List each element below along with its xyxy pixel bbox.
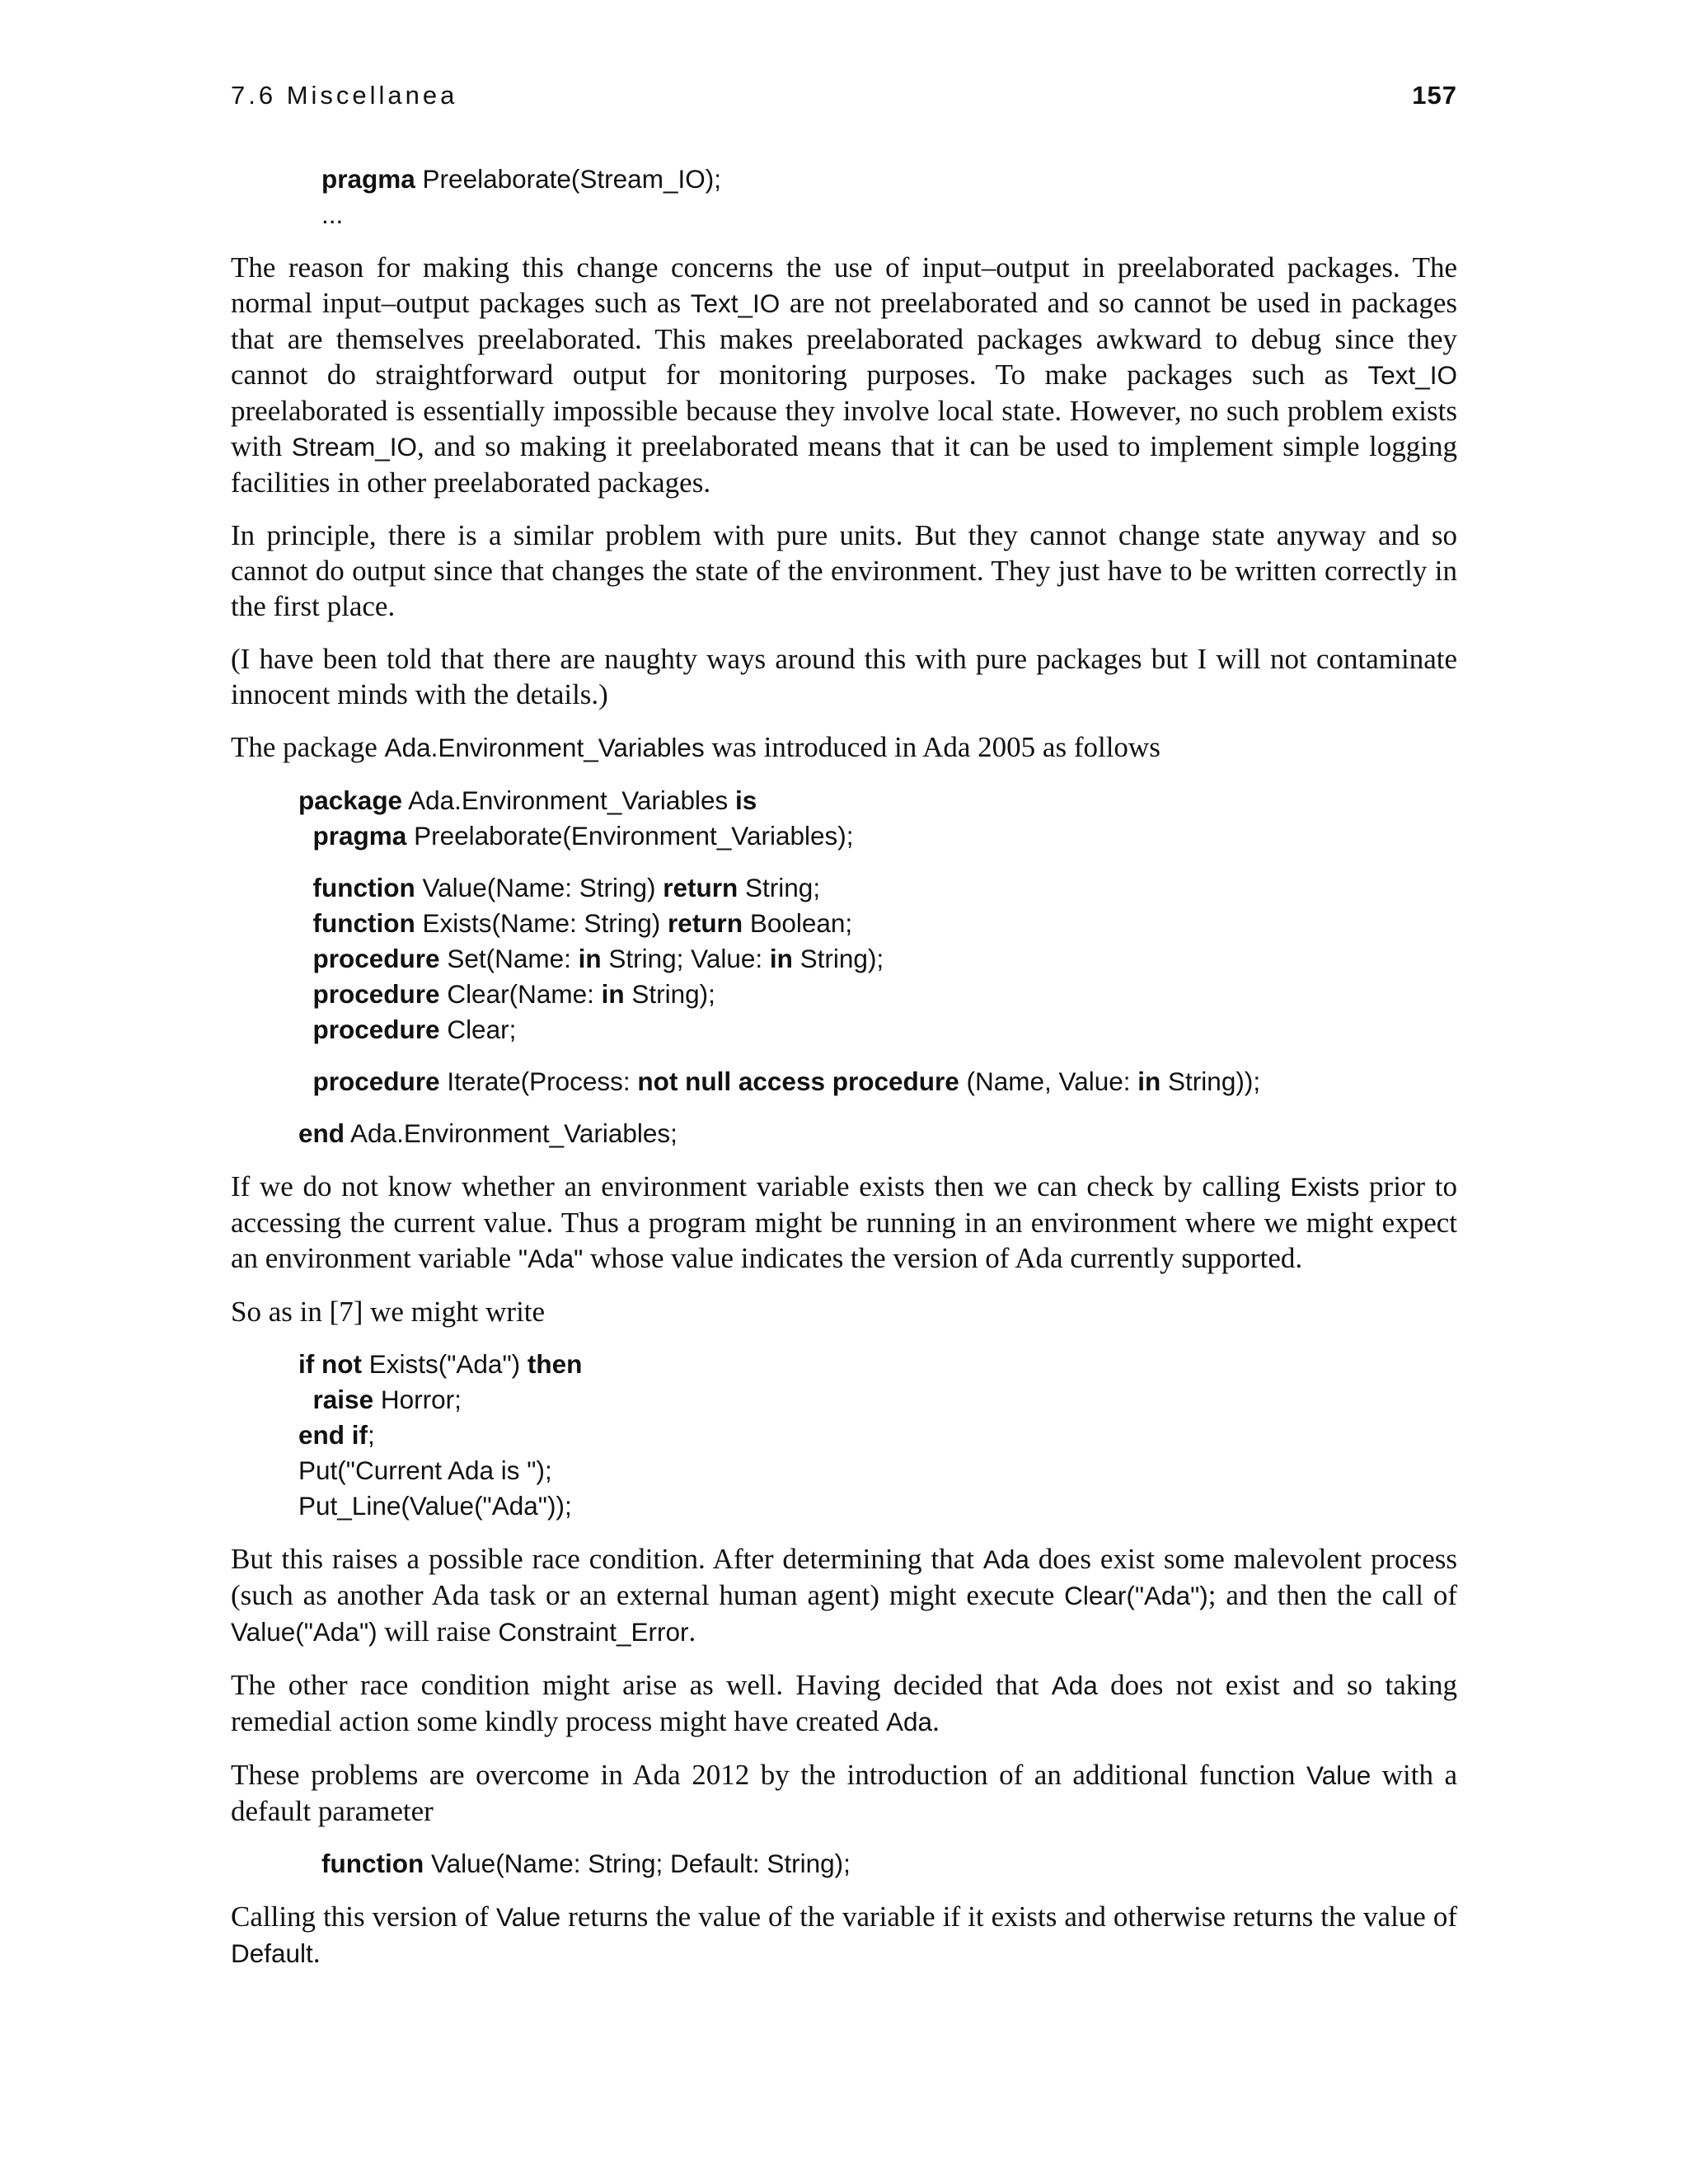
book-page — [231, 0, 1457, 2184]
paragraph-so-as-in: So as in [7] we might write — [231, 1296, 546, 1328]
running-header — [231, 81, 1457, 117]
text-run: . — [312, 1937, 321, 1969]
code-text: Ada.Environment_Variables; — [345, 1118, 678, 1148]
inline-code: Constraint_Error — [498, 1617, 689, 1647]
code-line — [298, 1012, 1457, 1047]
paragraph-race-condition — [231, 1541, 1457, 1650]
text-run: The reason for making this change concerns the use of input–output in preelaborated packages. The normal input–output packages such as — [231, 251, 1457, 319]
code-gap — [298, 1099, 1457, 1116]
code-text: String; Value: — [601, 944, 770, 973]
code-keyword: function — [321, 1849, 424, 1878]
code-text: String); — [624, 979, 715, 1009]
text-run: with a default parameter — [231, 1759, 1458, 1827]
paragraph-ada-2012 — [231, 1757, 1457, 1829]
paragraph-other-race — [231, 1667, 1457, 1740]
code-line — [298, 1347, 1457, 1382]
code-gap — [298, 1047, 1457, 1064]
code-line — [298, 906, 1457, 941]
code-line — [321, 162, 1457, 197]
paragraph-preelaboration — [231, 250, 1457, 500]
code-line — [298, 1064, 1457, 1099]
text-run: If we do not know whether an environment variable exists then we can check by calling — [231, 1170, 1291, 1202]
inline-code: Ada.Environment_Variables — [384, 733, 705, 762]
page-number: 157 — [1412, 81, 1457, 110]
paragraph-aside: (I have been told that there are naughty ways around this with pure packages but I will not contaminate innocent minds with the details.) — [231, 643, 1457, 710]
code-keyword: end if — [298, 1420, 368, 1450]
inline-code: Value("Ada") — [231, 1617, 377, 1647]
code-keyword: not null access procedure — [637, 1066, 959, 1096]
code-block-value-default — [231, 1846, 1457, 1882]
code-line — [321, 1846, 1457, 1882]
code-text: String); — [792, 944, 884, 973]
code-text: String; — [738, 873, 821, 902]
code-line — [298, 870, 1457, 906]
code-keyword: procedure — [312, 944, 440, 973]
code-line — [298, 977, 1457, 1012]
paragraph-exists-check — [231, 1169, 1457, 1277]
inline-code: Text_IO — [690, 288, 781, 318]
inline-code: Clear("Ada") — [1064, 1581, 1208, 1610]
code-text: String)); — [1160, 1066, 1261, 1096]
code-text: Clear; — [439, 1015, 517, 1044]
inline-code: Text_IO — [1367, 360, 1457, 390]
inline-code: Stream_IO — [291, 432, 418, 462]
text-run: preelaborated is essentially impossible because they involve local state. However, no such problem exists with — [231, 395, 1457, 462]
text-run: Calling this version of — [231, 1900, 496, 1933]
code-keyword: in — [601, 979, 625, 1009]
code-keyword: raise — [312, 1385, 374, 1414]
code-keyword: function — [312, 908, 415, 938]
code-text: (Name, Value: — [959, 1066, 1138, 1096]
code-keyword: procedure — [312, 1066, 440, 1096]
code-line — [298, 941, 1457, 977]
text-run: are not preelaborated and so cannot be used in packages that are themselves preelaborated. This makes preelaborated packages awkward to debug since they cannot do straightforward output for monitoring purposes. To make packages such as — [231, 287, 1457, 391]
inline-code: Default — [231, 1938, 313, 1968]
page-content — [231, 162, 1457, 1989]
text-run: was introduced in Ada 2005 as follows — [704, 731, 1160, 763]
inline-code: Exists — [1290, 1172, 1360, 1202]
code-text: Preelaborate(Environment_Variables); — [406, 821, 854, 851]
code-block-exists-example — [231, 1347, 1457, 1524]
text-run: will raise — [377, 1615, 499, 1647]
inline-code: "Ada" — [518, 1244, 584, 1273]
code-keyword: end — [298, 1118, 345, 1148]
code-keyword: pragma — [312, 821, 407, 851]
paragraph-pure-units: In principle, there is a similar problem with pure units. But they cannot change state anyway and so cannot do output since that changes the state of the environment. They just have to be written correctly in the first place. — [231, 519, 1457, 622]
code-line — [298, 1382, 1457, 1418]
code-text: Value(Name: String) — [415, 873, 663, 902]
code-keyword: pragma — [321, 164, 415, 194]
code-line — [298, 783, 1457, 818]
code-keyword: procedure — [312, 1015, 440, 1044]
code-line: Put_Line(Value("Ada")); — [298, 1491, 572, 1521]
inline-code: Ada — [982, 1544, 1029, 1574]
code-keyword: package — [298, 785, 403, 815]
code-line: ... — [321, 199, 344, 229]
code-text: Horror; — [373, 1385, 462, 1414]
code-text: ; — [368, 1420, 375, 1450]
code-text: Set(Name: — [439, 944, 579, 973]
text-run: prior to accessing the current value. Thus a program might be running in an environment where we might expect an environment variable — [231, 1170, 1457, 1274]
code-text: Exists(Name: String) — [415, 908, 668, 938]
inline-code: Value — [495, 1902, 561, 1932]
paragraph-calling-value — [231, 1899, 1457, 1971]
code-block-pragma — [231, 162, 1457, 232]
text-run: , and so making it preelaborated means that it can be used to implement simple logging facilities in other preelaborated packages. — [231, 430, 1457, 499]
code-text: Preelaborate(Stream_IO); — [415, 164, 721, 194]
code-keyword: function — [312, 873, 415, 902]
code-keyword: return — [668, 908, 743, 938]
text-run: But this raises a possible race condition. After determining that — [231, 1543, 983, 1575]
text-run: ; and then the call of — [1207, 1579, 1457, 1611]
code-text: Ada.Environment_Variables — [402, 785, 735, 815]
code-keyword: in — [1137, 1066, 1161, 1096]
text-run: These problems are overcome in Ada 2012 by the introduction of an additional function — [231, 1759, 1306, 1791]
text-run: . — [688, 1615, 696, 1647]
inline-code: Ada — [886, 1707, 933, 1736]
code-keyword: in — [769, 944, 793, 973]
code-line — [298, 818, 1457, 854]
code-keyword: if not — [298, 1349, 362, 1379]
section-title: 7.6 Miscellanea — [231, 81, 458, 110]
text-run: does not exist and so taking remedial action some kindly process might have created — [231, 1669, 1457, 1737]
code-keyword: in — [578, 944, 602, 973]
code-gap — [298, 854, 1457, 870]
code-text: Exists("Ada") — [361, 1349, 528, 1379]
text-run: does exist some malevolent process (such as another Ada task or an external human agent) might execute — [231, 1543, 1457, 1611]
code-text: Clear(Name: — [439, 979, 602, 1009]
code-line: Put("Current Ada is "); — [298, 1455, 552, 1485]
inline-code: Ada — [1051, 1671, 1098, 1700]
text-run: The package — [231, 731, 385, 763]
code-keyword: return — [663, 873, 738, 902]
text-run: returns the value of the variable if it exists and otherwise returns the value of — [560, 1900, 1458, 1933]
text-run: The other race condition might arise as well. Having decided that — [231, 1669, 1052, 1701]
code-text: Iterate(Process: — [439, 1066, 638, 1096]
text-run: whose value indicates the version of Ada currently supported. — [583, 1242, 1303, 1274]
code-keyword: is — [734, 785, 757, 815]
code-block-package-spec — [231, 783, 1457, 1151]
code-line — [298, 1418, 1457, 1453]
text-run: . — [932, 1705, 940, 1737]
code-keyword: then — [527, 1349, 583, 1379]
paragraph-package-intro — [231, 729, 1457, 766]
inline-code: Value — [1306, 1760, 1372, 1790]
code-keyword: procedure — [312, 979, 440, 1009]
code-text: Value(Name: String; Default: String); — [424, 1849, 851, 1878]
code-line — [298, 1116, 1457, 1151]
code-text: Boolean; — [743, 908, 853, 938]
